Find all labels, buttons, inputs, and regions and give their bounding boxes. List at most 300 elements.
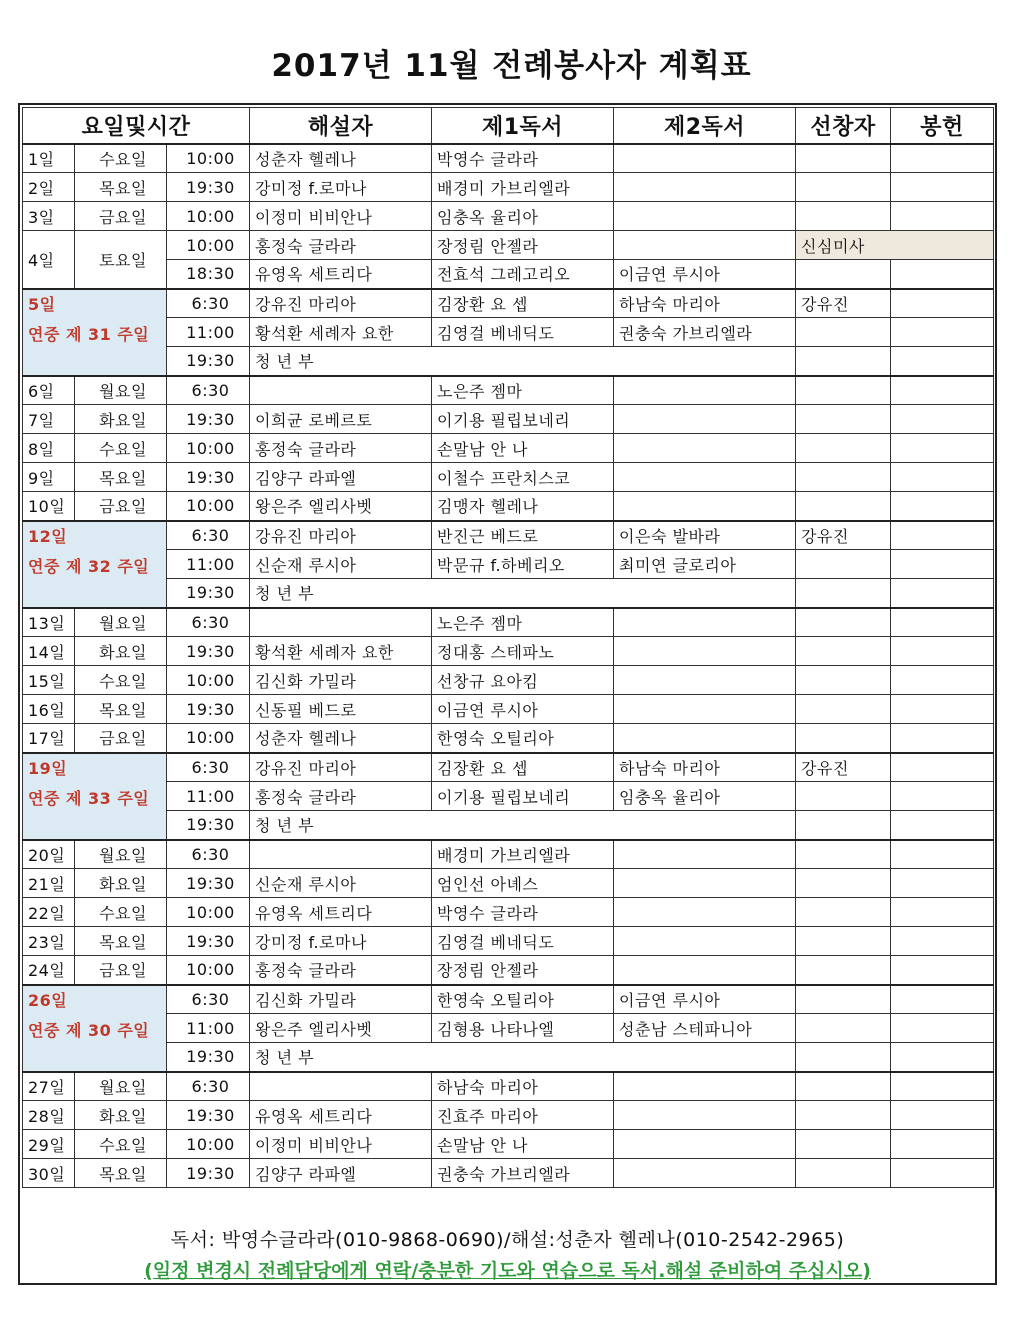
table-row xyxy=(23,376,994,405)
commentator-cell: 홍정숙 글라라 xyxy=(250,231,432,260)
commentator-cell: 신순재 루시아 xyxy=(250,550,432,579)
weekday-cell: 금요일 xyxy=(75,724,167,753)
page-title: 2017년 11월 전례봉사자 계획표 xyxy=(271,48,752,84)
sunday-cell xyxy=(23,289,167,376)
reader2-cell xyxy=(614,927,796,956)
reader1-cell: 이철수 프란치스코 xyxy=(432,463,614,492)
commentator-cell: 이정미 비비안나 xyxy=(250,202,432,231)
table-row xyxy=(23,927,994,956)
day-cell: 23일 xyxy=(23,927,75,956)
header-reader2: 제2독서 xyxy=(614,108,796,144)
weekday-cell: 금요일 xyxy=(75,492,167,521)
day-cell: 27일 xyxy=(23,1072,75,1101)
weekday-cell: 화요일 xyxy=(75,405,167,434)
special-mass-cell: 신심미사 xyxy=(796,231,994,260)
commentator-cell: 홍정숙 글라라 xyxy=(250,434,432,463)
offering-cell xyxy=(891,753,994,782)
reader1-cell: 선창규 요아킴 xyxy=(432,666,614,695)
reader2-cell: 권충숙 가브리엘라 xyxy=(614,318,796,347)
header-day-time: 요일및시간 xyxy=(23,108,250,144)
commentator-cell xyxy=(250,376,432,405)
reader1-cell: 이기용 필립보네리 xyxy=(432,405,614,434)
reader1-cell: 진효주 마리아 xyxy=(432,1101,614,1130)
reader1-cell: 권충숙 가브리엘라 xyxy=(432,1159,614,1188)
sunday-label: 연중 제 31 주일 xyxy=(28,324,150,344)
weekday-cell: 화요일 xyxy=(75,637,167,666)
offering-cell xyxy=(891,144,994,173)
weekday-cell: 수요일 xyxy=(75,898,167,927)
reader1-cell: 장정림 안젤라 xyxy=(432,231,614,260)
time-cell: 19:30 xyxy=(167,173,250,202)
sunday-label: 연중 제 33 주일 xyxy=(28,788,150,808)
schedule-table xyxy=(22,107,994,1188)
reader1-cell: 김형용 나타나엘 xyxy=(432,1014,614,1043)
time-cell: 19:30 xyxy=(167,811,250,840)
table-row xyxy=(23,753,994,782)
offering-cell xyxy=(891,434,994,463)
reader2-cell: 성춘남 스테파니아 xyxy=(614,1014,796,1043)
cantor-cell xyxy=(796,898,891,927)
commentator-cell: 김양구 라파엘 xyxy=(250,463,432,492)
time-cell: 19:30 xyxy=(167,463,250,492)
weekday-cell: 화요일 xyxy=(75,869,167,898)
offering-cell xyxy=(891,608,994,637)
time-cell: 19:30 xyxy=(167,347,250,376)
offering-cell xyxy=(891,985,994,1014)
time-cell: 19:30 xyxy=(167,405,250,434)
header-offering: 봉헌 xyxy=(891,108,994,144)
weekday-cell: 목요일 xyxy=(75,463,167,492)
offering-cell xyxy=(891,637,994,666)
day-cell: 10일 xyxy=(23,492,75,521)
table-row xyxy=(23,637,994,666)
cantor-cell xyxy=(796,376,891,405)
day-cell: 20일 xyxy=(23,840,75,869)
commentator-cell: 왕은주 엘리사벳 xyxy=(250,492,432,521)
reader1-cell: 임충옥 율리아 xyxy=(432,202,614,231)
day-cell: 16일 xyxy=(23,695,75,724)
reader2-cell xyxy=(614,1072,796,1101)
offering-cell xyxy=(891,1043,994,1072)
time-cell: 19:30 xyxy=(167,927,250,956)
table-row xyxy=(23,811,994,840)
table-row xyxy=(23,869,994,898)
table-row xyxy=(23,173,994,202)
weekday-cell: 목요일 xyxy=(75,695,167,724)
reader2-cell xyxy=(614,144,796,173)
commentator-cell: 황석환 세례자 요한 xyxy=(250,637,432,666)
sunday-label: 연중 제 32 주일 xyxy=(28,556,150,576)
table-row xyxy=(23,695,994,724)
commentator-cell: 강유진 마리아 xyxy=(250,521,432,550)
cantor-cell xyxy=(796,434,891,463)
cantor-cell xyxy=(796,956,891,985)
reader2-cell xyxy=(614,869,796,898)
day-cell: 8일 xyxy=(23,434,75,463)
day-cell: 22일 xyxy=(23,898,75,927)
cantor-cell xyxy=(796,608,891,637)
youth-group-cell: 청 년 부 xyxy=(250,347,796,376)
commentator-cell: 홍정숙 글라라 xyxy=(250,782,432,811)
youth-group-cell: 청 년 부 xyxy=(250,579,796,608)
sunday-date: 26일 xyxy=(28,990,68,1010)
table-row xyxy=(23,289,994,318)
youth-group-cell: 청 년 부 xyxy=(250,811,796,840)
sunday-cell xyxy=(23,753,167,840)
reader1-cell: 배경미 가브리엘라 xyxy=(432,173,614,202)
time-cell: 10:00 xyxy=(167,956,250,985)
time-cell: 19:30 xyxy=(167,869,250,898)
time-cell: 6:30 xyxy=(167,608,250,637)
reader2-cell xyxy=(614,1130,796,1159)
time-cell: 11:00 xyxy=(167,550,250,579)
reader2-cell: 하남숙 마리아 xyxy=(614,289,796,318)
table-row xyxy=(23,666,994,695)
day-cell: 2일 xyxy=(23,173,75,202)
day-cell: 21일 xyxy=(23,869,75,898)
table-row xyxy=(23,1159,994,1188)
table-row xyxy=(23,231,994,260)
day-cell: 13일 xyxy=(23,608,75,637)
reader1-cell: 정대홍 스테파노 xyxy=(432,637,614,666)
cantor-cell xyxy=(796,144,891,173)
time-cell: 10:00 xyxy=(167,144,250,173)
day-cell: 9일 xyxy=(23,463,75,492)
weekday-cell: 화요일 xyxy=(75,1101,167,1130)
offering-cell xyxy=(891,405,994,434)
offering-cell xyxy=(891,463,994,492)
commentator-cell: 황석환 세례자 요한 xyxy=(250,318,432,347)
weekday-cell: 목요일 xyxy=(75,927,167,956)
offering-cell xyxy=(891,956,994,985)
cantor-cell xyxy=(796,173,891,202)
time-cell: 6:30 xyxy=(167,753,250,782)
table-row xyxy=(23,492,994,521)
table-row xyxy=(23,724,994,753)
time-cell: 10:00 xyxy=(167,434,250,463)
notice-text: (일정 변경시 전례담당에게 연락/충분한 기도와 연습으로 독서.해설 준비하여 주십시오) xyxy=(144,1260,871,1282)
commentator-cell: 김양구 라파엘 xyxy=(250,1159,432,1188)
reader2-cell: 임충옥 율리아 xyxy=(614,782,796,811)
table-row xyxy=(23,434,994,463)
time-cell: 10:00 xyxy=(167,231,250,260)
day-cell: 15일 xyxy=(23,666,75,695)
weekday-cell: 월요일 xyxy=(75,376,167,405)
time-cell: 11:00 xyxy=(167,318,250,347)
cantor-cell xyxy=(796,202,891,231)
cantor-cell xyxy=(796,405,891,434)
commentator-cell: 왕은주 엘리사벳 xyxy=(250,1014,432,1043)
weekday-cell: 금요일 xyxy=(75,202,167,231)
time-cell: 11:00 xyxy=(167,782,250,811)
table-row xyxy=(23,608,994,637)
commentator-cell: 이정미 비비안나 xyxy=(250,1130,432,1159)
table-row xyxy=(23,985,994,1014)
offering-cell xyxy=(891,811,994,840)
table-row xyxy=(23,202,994,231)
reader1-cell: 손말남 안 나 xyxy=(432,434,614,463)
table-row xyxy=(23,260,994,289)
youth-group-cell: 청 년 부 xyxy=(250,1043,796,1072)
offering-cell xyxy=(891,376,994,405)
header-reader1: 제1독서 xyxy=(432,108,614,144)
day-cell: 30일 xyxy=(23,1159,75,1188)
reader1-cell: 김영걸 베네딕도 xyxy=(432,927,614,956)
offering-cell xyxy=(891,260,994,289)
day-cell: 17일 xyxy=(23,724,75,753)
contact-info: 독서: 박영수글라라(010-9868-0690)/해설:성춘자 헬레나(010-2542-2965) xyxy=(170,1229,845,1251)
weekday-cell: 금요일 xyxy=(75,956,167,985)
offering-cell xyxy=(891,1130,994,1159)
reader1-cell: 김맹자 헬레나 xyxy=(432,492,614,521)
sunday-date: 19일 xyxy=(28,758,68,778)
table-row xyxy=(23,956,994,985)
offering-cell xyxy=(891,521,994,550)
reader2-cell xyxy=(614,463,796,492)
offering-cell xyxy=(891,1072,994,1101)
reader2-cell: 하남숙 마리아 xyxy=(614,753,796,782)
weekday-cell: 목요일 xyxy=(75,173,167,202)
offering-cell xyxy=(891,289,994,318)
reader1-cell: 이기용 필립보네리 xyxy=(432,782,614,811)
reader1-cell: 박문규 f.하베리오 xyxy=(432,550,614,579)
reader2-cell xyxy=(614,231,796,260)
reader2-cell xyxy=(614,637,796,666)
time-cell: 10:00 xyxy=(167,492,250,521)
offering-cell xyxy=(891,724,994,753)
reader2-cell xyxy=(614,1101,796,1130)
offering-cell xyxy=(891,666,994,695)
reader2-cell: 이금연 루시아 xyxy=(614,985,796,1014)
time-cell: 10:00 xyxy=(167,1130,250,1159)
time-cell: 19:30 xyxy=(167,695,250,724)
cantor-cell xyxy=(796,927,891,956)
day-cell: 29일 xyxy=(23,1130,75,1159)
commentator-cell: 홍정숙 글라라 xyxy=(250,956,432,985)
commentator-cell: 김신화 가밀라 xyxy=(250,666,432,695)
commentator-cell: 이희균 로베르토 xyxy=(250,405,432,434)
day-cell: 6일 xyxy=(23,376,75,405)
day-cell: 3일 xyxy=(23,202,75,231)
commentator-cell: 성춘자 헬레나 xyxy=(250,724,432,753)
sunday-date: 12일 xyxy=(28,526,68,546)
reader1-cell: 반진근 베드로 xyxy=(432,521,614,550)
table-row xyxy=(23,405,994,434)
time-cell: 6:30 xyxy=(167,1072,250,1101)
weekday-cell: 목요일 xyxy=(75,1159,167,1188)
time-cell: 18:30 xyxy=(167,260,250,289)
cantor-cell xyxy=(796,637,891,666)
commentator-cell xyxy=(250,1072,432,1101)
reader1-cell: 전효석 그레고리오 xyxy=(432,260,614,289)
offering-cell xyxy=(891,202,994,231)
time-cell: 19:30 xyxy=(167,579,250,608)
cantor-cell xyxy=(796,550,891,579)
weekday-cell: 월요일 xyxy=(75,1072,167,1101)
table-row xyxy=(23,1014,994,1043)
reader2-cell: 최미연 글로리아 xyxy=(614,550,796,579)
reader2-cell xyxy=(614,724,796,753)
table-row xyxy=(23,550,994,579)
offering-cell xyxy=(891,1101,994,1130)
time-cell: 10:00 xyxy=(167,666,250,695)
reader1-cell: 노은주 젬마 xyxy=(432,608,614,637)
weekday-cell: 수요일 xyxy=(75,434,167,463)
table-row xyxy=(23,579,994,608)
reader2-cell: 이금연 루시아 xyxy=(614,260,796,289)
reader1-cell: 김영걸 베네딕도 xyxy=(432,318,614,347)
table-row xyxy=(23,144,994,173)
time-cell: 6:30 xyxy=(167,840,250,869)
cantor-cell xyxy=(796,1130,891,1159)
commentator-cell: 김신화 가밀라 xyxy=(250,985,432,1014)
time-cell: 6:30 xyxy=(167,521,250,550)
cantor-cell xyxy=(796,1159,891,1188)
header-row xyxy=(23,108,994,144)
commentator-cell: 강유진 마리아 xyxy=(250,753,432,782)
commentator-cell: 신순재 루시아 xyxy=(250,869,432,898)
commentator-cell: 유영옥 세트리다 xyxy=(250,898,432,927)
weekday-cell: 월요일 xyxy=(75,840,167,869)
day-cell: 14일 xyxy=(23,637,75,666)
reader2-cell xyxy=(614,173,796,202)
offering-cell xyxy=(891,318,994,347)
table-row xyxy=(23,1101,994,1130)
offering-cell xyxy=(891,550,994,579)
reader1-cell: 김장환 요 셉 xyxy=(432,289,614,318)
sunday-cell xyxy=(23,985,167,1072)
reader1-cell: 배경미 가브리엘라 xyxy=(432,840,614,869)
table-row xyxy=(23,347,994,376)
reader2-cell: 이은숙 발바라 xyxy=(614,521,796,550)
reader2-cell xyxy=(614,840,796,869)
offering-cell xyxy=(891,695,994,724)
day-cell: 28일 xyxy=(23,1101,75,1130)
offering-cell xyxy=(891,579,994,608)
time-cell: 10:00 xyxy=(167,724,250,753)
commentator-cell: 강미정 f.로마나 xyxy=(250,173,432,202)
cantor-cell xyxy=(796,463,891,492)
commentator-cell: 성춘자 헬레나 xyxy=(250,144,432,173)
cantor-cell xyxy=(796,318,891,347)
cantor-cell xyxy=(796,666,891,695)
reader2-cell xyxy=(614,666,796,695)
cantor-cell xyxy=(796,347,891,376)
sunday-label: 연중 제 30 주일 xyxy=(28,1020,150,1040)
table-row xyxy=(23,840,994,869)
cantor-cell: 강유진 xyxy=(796,753,891,782)
reader1-cell: 이금연 루시아 xyxy=(432,695,614,724)
time-cell: 10:00 xyxy=(167,898,250,927)
header-commentator: 해설자 xyxy=(250,108,432,144)
cantor-cell xyxy=(796,840,891,869)
weekday-cell: 수요일 xyxy=(75,144,167,173)
reader1-cell: 장정림 안젤라 xyxy=(432,956,614,985)
reader1-cell: 박영수 글라라 xyxy=(432,898,614,927)
reader1-cell: 노은주 젬마 xyxy=(432,376,614,405)
weekday-cell: 수요일 xyxy=(75,666,167,695)
time-cell: 6:30 xyxy=(167,376,250,405)
offering-cell xyxy=(891,173,994,202)
sunday-cell xyxy=(23,521,167,608)
cantor-cell xyxy=(796,782,891,811)
reader2-cell xyxy=(614,492,796,521)
table-row xyxy=(23,521,994,550)
weekday-cell: 토요일 xyxy=(75,231,167,289)
table-row xyxy=(23,1043,994,1072)
cantor-cell xyxy=(796,869,891,898)
offering-cell xyxy=(891,1014,994,1043)
weekday-cell: 월요일 xyxy=(75,608,167,637)
time-cell: 19:30 xyxy=(167,1101,250,1130)
day-cell: 1일 xyxy=(23,144,75,173)
time-cell: 11:00 xyxy=(167,1014,250,1043)
table-row xyxy=(23,318,994,347)
reader1-cell: 하남숙 마리아 xyxy=(432,1072,614,1101)
time-cell: 19:30 xyxy=(167,637,250,666)
cantor-cell xyxy=(796,579,891,608)
day-cell: 4일 xyxy=(23,231,75,289)
reader1-cell: 한영숙 오틸리아 xyxy=(432,985,614,1014)
offering-cell xyxy=(891,840,994,869)
table-row xyxy=(23,1130,994,1159)
cantor-cell xyxy=(796,1072,891,1101)
sunday-date: 5일 xyxy=(28,294,56,314)
weekday-cell: 수요일 xyxy=(75,1130,167,1159)
time-cell: 19:30 xyxy=(167,1159,250,1188)
offering-cell xyxy=(891,898,994,927)
time-cell: 6:30 xyxy=(167,289,250,318)
cantor-cell xyxy=(796,695,891,724)
reader1-cell: 한영숙 오틸리아 xyxy=(432,724,614,753)
commentator-cell xyxy=(250,840,432,869)
cantor-cell xyxy=(796,985,891,1014)
time-cell: 19:30 xyxy=(167,1043,250,1072)
offering-cell xyxy=(891,347,994,376)
cantor-cell xyxy=(796,492,891,521)
commentator-cell: 유영옥 세트리다 xyxy=(250,1101,432,1130)
commentator-cell: 유영옥 세트리다 xyxy=(250,260,432,289)
cantor-cell: 강유진 xyxy=(796,521,891,550)
reader1-cell: 엄인선 아녜스 xyxy=(432,869,614,898)
reader2-cell xyxy=(614,1159,796,1188)
cantor-cell xyxy=(796,724,891,753)
cantor-cell xyxy=(796,1101,891,1130)
day-cell: 7일 xyxy=(23,405,75,434)
reader2-cell xyxy=(614,202,796,231)
table-row xyxy=(23,463,994,492)
reader1-cell: 손말남 안 나 xyxy=(432,1130,614,1159)
reader2-cell xyxy=(614,898,796,927)
reader2-cell xyxy=(614,434,796,463)
commentator-cell xyxy=(250,608,432,637)
commentator-cell: 신동필 베드로 xyxy=(250,695,432,724)
cantor-cell: 강유진 xyxy=(796,289,891,318)
reader2-cell xyxy=(614,405,796,434)
time-cell: 6:30 xyxy=(167,985,250,1014)
cantor-cell xyxy=(796,1043,891,1072)
reader1-cell: 박영수 글라라 xyxy=(432,144,614,173)
reader2-cell xyxy=(614,956,796,985)
offering-cell xyxy=(891,1159,994,1188)
reader2-cell xyxy=(614,608,796,637)
time-cell: 10:00 xyxy=(167,202,250,231)
cantor-cell xyxy=(796,1014,891,1043)
commentator-cell: 강미정 f.로마나 xyxy=(250,927,432,956)
offering-cell xyxy=(891,869,994,898)
reader1-cell: 김장환 요 셉 xyxy=(432,753,614,782)
offering-cell xyxy=(891,492,994,521)
